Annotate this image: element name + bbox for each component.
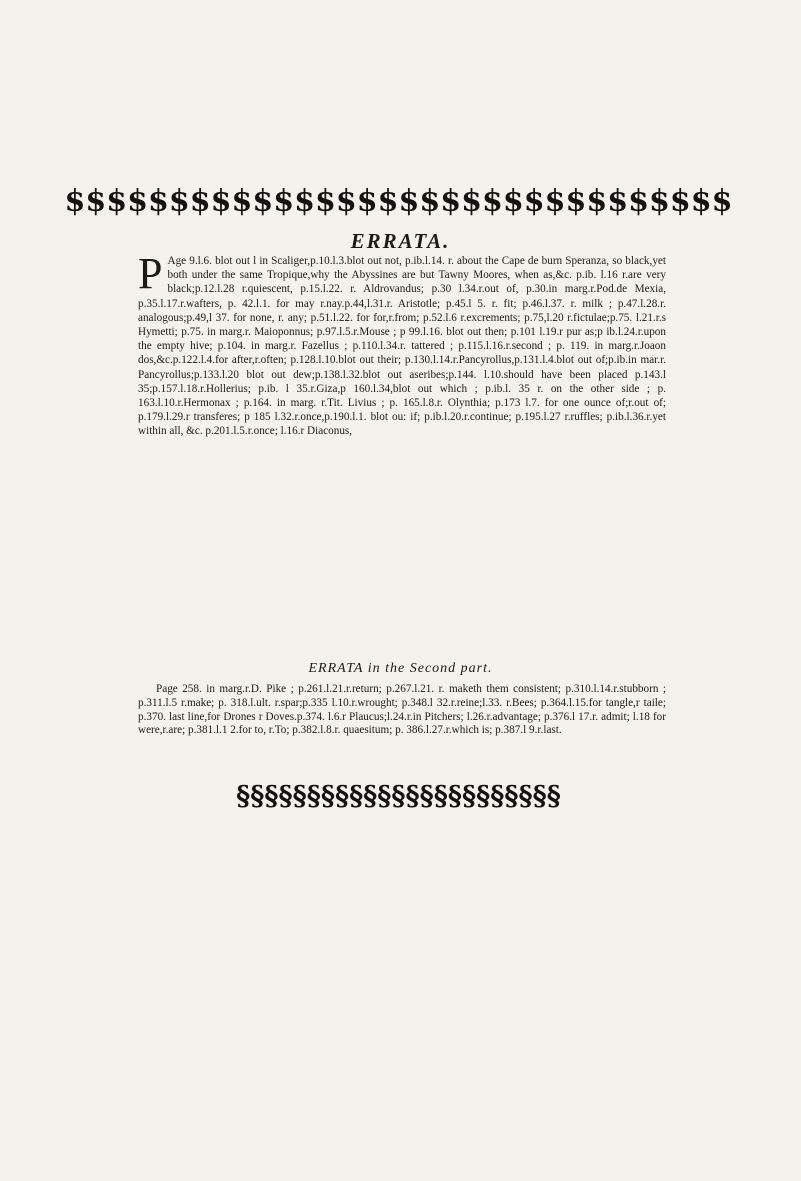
- ornament-bottom: §§§§§§§§§§§§§§§§§§§§§§§: [236, 780, 561, 812]
- ornament-band-top: [64, 182, 733, 222]
- section-heading-second-part: ERRATA in the Second part.: [308, 661, 493, 676]
- errata-text-first-part: Age 9.l.6. blot out l in Scaliger,p.10.l.3.blot out not, p.ib.l.14. r. about the Cape de burn Speranza, so black,yet both under the same Tropique,why the Abyssines are but Tawny Moores, when as,&c. p.ib. l.16 r.are very black;p.12.l.28 r.quiescent, p.15.l.22. r. Aldrovandus; p.30 l.34.r.out of, p.30.in marg.r.Pod.de Mexia, p.35.l.17.r.wafters, p. 42.l.1. for may r.nay.p.44,l.31.r. Aristotle; p.45.l 5. r. fit; p.46.l.37. r. milk ; p.47.l.28.r. analogous;p.49,l 37. for none, r. any; p.51.l.22. for for,r.from; p.52.l.6 r.excrements; p.75,l.20 r.fictulae;p.75. l.21.r.s Hymetti; p.75. in marg.r. Maioponnus; p.97.l.5.r.Mouse ; p 99.l.16. blot out then; p.101 l.19.r pur as;p ib.l.24.r.upon the empty hive; p.104. in marg.r. Fazellus ; p.110.l.34.r. tattered ; p.115.l.16.r.second ; p. 119. in marg.r.Joaon dos,&c.p.122.l.4.for after,r.often; p.128.l.10.blot out their; p.130.l.14.r.Pancyrollus,p.131.l.4.blot out of;p.ib.in mar.r. Pancyrollus;p.133.l.20 blot out dew;p.138.l.32.blot out aseribes;p.144. l.10.should have been placed p.143.l 35;p.157.l.18.r.Hollerius; p.ib. l 35.r.Giza,p 160.l.34,blot out which ; p.ib.l. 35 r. on the other side ; p. 163.l.10.r.Hermonax ; p.164. in marg. r.Tit. Livius ; p. 165.l.8.r. Olynthia; p.173 l.7. for one ounce of;r.out of; p.179.l.29.r transferes; p 185 l.32.r.once,p.190.l.1. blot ou: if; p.ib.l.20.r.continue; p.195.l.27 r.ruffles; p.ib.l.36.r.yet within all, &c. p.201.l.5.r.once; l.16.r Diaconus,: [138, 255, 666, 438]
- errata-text-second-part: Page 258. in marg.r.D. Pike ; p.261.l.21.r.return; p.267.l.21. r. maketh them consistent; p.310.l.14.r.stubborn ; p.311.l.5 r.make; p. 318.l.ult. r.spar;p.335 l.10.r.wrought; p.348.l 32.r.reine;l.33. r.Bees; p.364.l.15.for tangle,r taile; p.370. last line,for Drones r Doves.p.374. l.6.r Plaucus;l.24.r.in Pitchers; l.26.r.advantage; p.376.l 17.r. admit; l.18 for were,r.are; p.381.l.1 2.for to, r.To; p.382.l.8.r. quaesitum; p. 386.l.27.r.which is; p.387.l 9.r.last.: [138, 683, 666, 737]
- errata-section-second-part: [138, 683, 666, 738]
- page-title: ERRATA.: [350, 229, 451, 253]
- drop-cap: P: [138, 249, 163, 298]
- ornament-top: $$$$$$$$$$$$$$$$$$$$$$$$$$$$$$$$: [64, 184, 733, 219]
- ornament-band-bottom: [136, 777, 661, 815]
- errata-paragraph: [138, 249, 666, 439]
- errata-section-first-part: [138, 249, 666, 439]
